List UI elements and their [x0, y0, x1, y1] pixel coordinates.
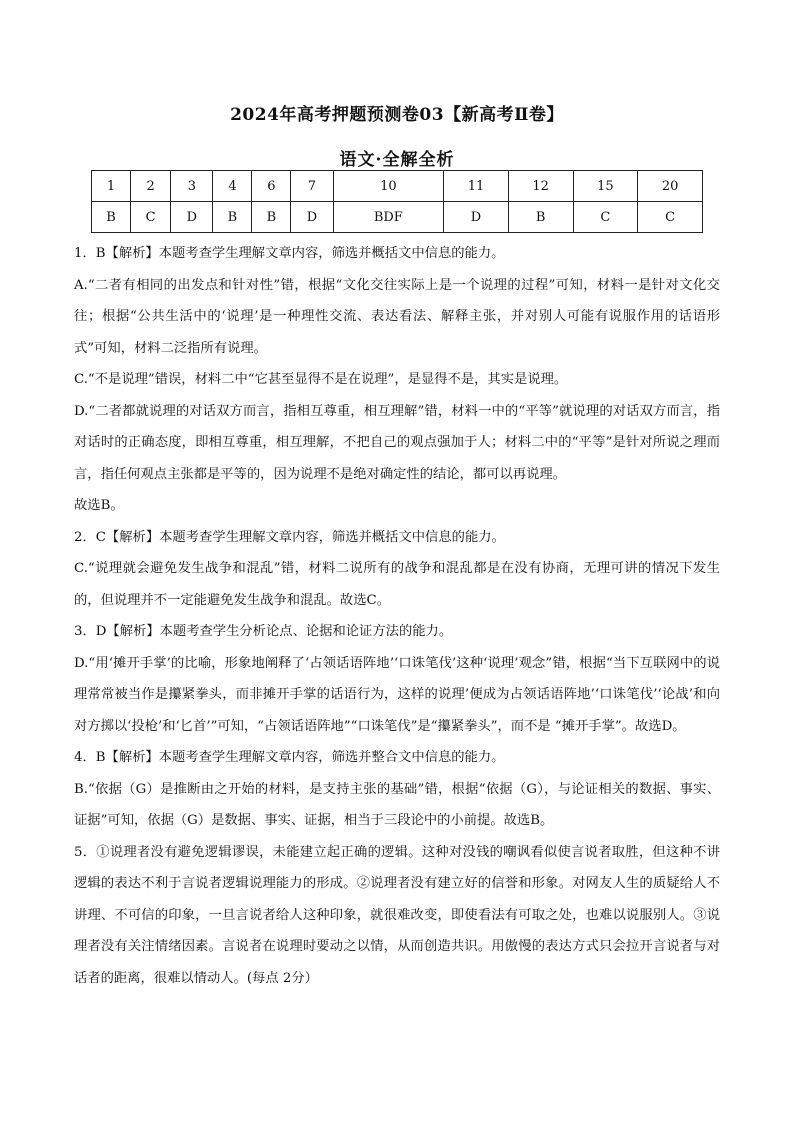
answer-key-table	[91, 170, 703, 233]
question-number-cell: 10	[333, 171, 444, 202]
answer-cell: D	[444, 202, 509, 233]
q4-option-b: B.“依据（G）是推断由之开始的材料，是支持主张的基础”错，根据“依据（G），与论证相关的数据、事实、证据”可知，依据（G）是数据、事实、证据，相当于三段论中的小前提。故选B。	[74, 781, 720, 828]
q3-heading: 3．D【解析】本题考查学生分析论点、论据和论证方法的能力。	[74, 624, 453, 639]
question-number-cell: 15	[573, 171, 638, 202]
answer-cell: B	[92, 202, 131, 233]
question-number-cell: 11	[444, 171, 509, 202]
question-number-cell: 7	[291, 171, 333, 202]
page-subtitle: 语文·全解全析	[339, 150, 455, 170]
explanation-body	[74, 238, 720, 994]
answer-cell: D	[291, 202, 333, 233]
q4-heading: 4．B【解析】本题考查学生理解文章内容，筛选并整合文中信息的能力。	[74, 750, 505, 765]
answer-cell: B	[213, 202, 252, 233]
question-number-row	[92, 171, 703, 202]
q2-heading: 2．C【解析】本题考查学生理解文章内容，筛选并概括文中信息的能力。	[74, 529, 505, 545]
question-number-cell: 20	[638, 171, 703, 202]
answer-cell: B	[252, 202, 291, 233]
q5-answer: 5．①说理者没有避免逻辑谬误，未能建立起正确的逻辑。这种对没钱的嘲讽看似使言说者取胜，但这种不讲逻辑的表达不利于言说者逻辑说理能力的形成。②说理者没有建立好的信誉和形象。对网友人生的质疑给人不讲理、不可信的印象，一旦言说者给人这种印象，就很难改变，即使看法有可取之处，也难以说服别人。③说理者没有关注情绪因素。言说者在说理时要动之以情，从而创造共识。用傲慢的表达方式只会拉开言说者与对话者的距离，很难以情动人。(每点 2分）	[74, 844, 720, 986]
answer-row	[92, 202, 703, 233]
q1-option-d: D.“二者都就说理的对话双方而言，指相互尊重，相互理解”错，材料一中的“平等”就说理的对话双方而言，指对话时的正确态度，即相互尊重，相互理解，不把自己的观点强加于人；材料二中的“平等”是针对所说之理而言，指任何观点主张都是平等的，因为说理不是绝对确定性的结论，都可以再说理。	[74, 403, 720, 482]
q1-option-c: C.“不是说理”错误，材料二中“它甚至显得不是在说理”，是显得不是，其实是说理。	[74, 372, 568, 387]
answer-cell: C	[638, 202, 703, 233]
question-number-cell: 2	[130, 171, 170, 202]
question-number-cell: 4	[213, 171, 252, 202]
answer-cell: C	[130, 202, 170, 233]
question-number-cell: 3	[171, 171, 213, 202]
q2-option-c: C.“说理就会避免发生战争和混乱”错，材料二说所有的战争和混乱都是在没有协商，无理可讲的情况下发生的，但说理并不一定能避免发生战争和混乱。故选C。	[74, 561, 720, 608]
q1-conclusion: 故选B。	[74, 498, 124, 513]
question-number-cell: 12	[508, 171, 573, 202]
question-number-cell: 6	[252, 171, 291, 202]
question-number-cell: 1	[92, 171, 131, 202]
answer-cell: BDF	[333, 202, 444, 233]
answer-cell: C	[573, 202, 638, 233]
q1-option-a: A.“二者有相同的出发点和针对性”错，根据“文化交往实际上是一个说理的过程”可知，材料一是针对文化交往；根据“公共生活中的‘说理’是一种理性交流、表达看法、解释主张，并对别人可能有说服作用的话语形式”可知，材料二泛指所有说理。	[74, 277, 720, 356]
page-title: 2024年高考押题预测卷03【新高考Ⅱ卷】	[230, 105, 564, 125]
answer-cell: D	[171, 202, 213, 233]
q1-heading: 1．B【解析】本题考查学生理解文章内容，筛选并概括文中信息的能力。	[74, 246, 505, 261]
answer-cell: B	[508, 202, 573, 233]
q3-option-d: D.“用‘摊开手掌’的比喻，形象地阐释了‘占领话语阵地’‘口诛笔伐’这种‘说理’观念”错，根据“当下互联网中的说理常常被当作是攥紧拳头，而非摊开手掌的话语行为，这样的说理’便成为占领话语阵地’‘口诛笔伐’‘论战’和向对方掷以‘投枪’和‘匕首’”可知，“占领话语阵地”“口诛笔伐”是“攥紧拳头”，而不是 “摊开手掌”。故选D。	[74, 655, 720, 734]
